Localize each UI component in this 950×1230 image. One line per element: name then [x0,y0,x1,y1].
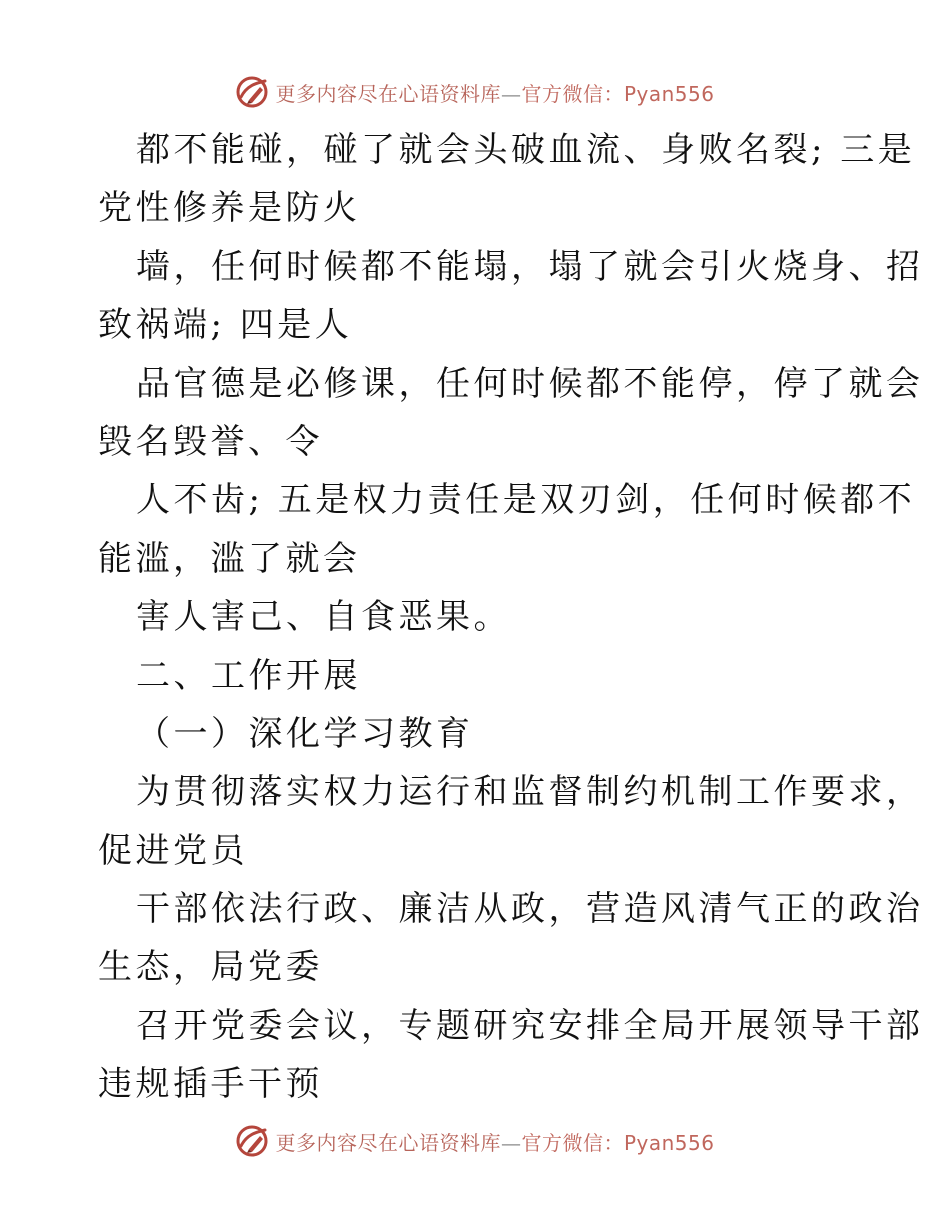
body-line: 都不能碰，碰了就会头破血流、身败名裂; 三是 [136,130,916,170]
document-body [98,121,924,1114]
header-watermark-banner [0,72,950,112]
body-line: 墙，任何时候都不能塌，塌了就会引火烧身、招 [136,246,924,287]
footer-banner-text [275,1127,714,1156]
subsection-heading: （一）深化学习教育 [136,713,474,754]
header-banner-dash: — [500,81,522,106]
body-line: 党性修养是防火 [98,188,361,229]
body-line: 促进党员 [98,830,248,871]
body-line: 害人害己、自食恶果。 [136,597,511,638]
header-banner-main: 更多内容尽在心语资料库 [275,81,501,106]
body-line: 品官德是必修课，任何时候都不能停，停了就会 [136,363,924,404]
body-line: 为贯彻落实权力运行和监督制约机制工作要求， [136,772,924,813]
body-line: 人不齿; 五是权力责任是双刃剑，任何时候都不 [136,480,916,521]
body-line: 违规插手干预 [98,1064,323,1105]
footer-banner-main: 更多内容尽在心语资料库 [275,1130,501,1155]
section-heading: 二、工作开展 [136,655,361,696]
body-line: 召开党委会议，专题研究安排全局开展领导干部 [136,1005,924,1046]
header-banner-text [275,78,714,107]
footer-watermark-banner [0,1121,950,1161]
footer-banner-wechat: 官方微信：Pyan556 [521,1130,715,1155]
header-banner-wechat: 官方微信：Pyan556 [521,81,715,106]
body-line: 能滥，滥了就会 [98,538,361,579]
body-line: 生态，局党委 [98,947,323,988]
body-line: 毁名毁誉、令 [98,421,323,462]
ribbon-pen-logo-icon [235,1124,269,1158]
ribbon-pen-logo-icon [235,75,269,109]
body-line: 干部依法行政、廉洁从政，营造风清气正的政治 [136,889,924,930]
footer-banner-dash: — [500,1130,522,1155]
body-line: 致祸端; 四是人 [98,305,353,346]
